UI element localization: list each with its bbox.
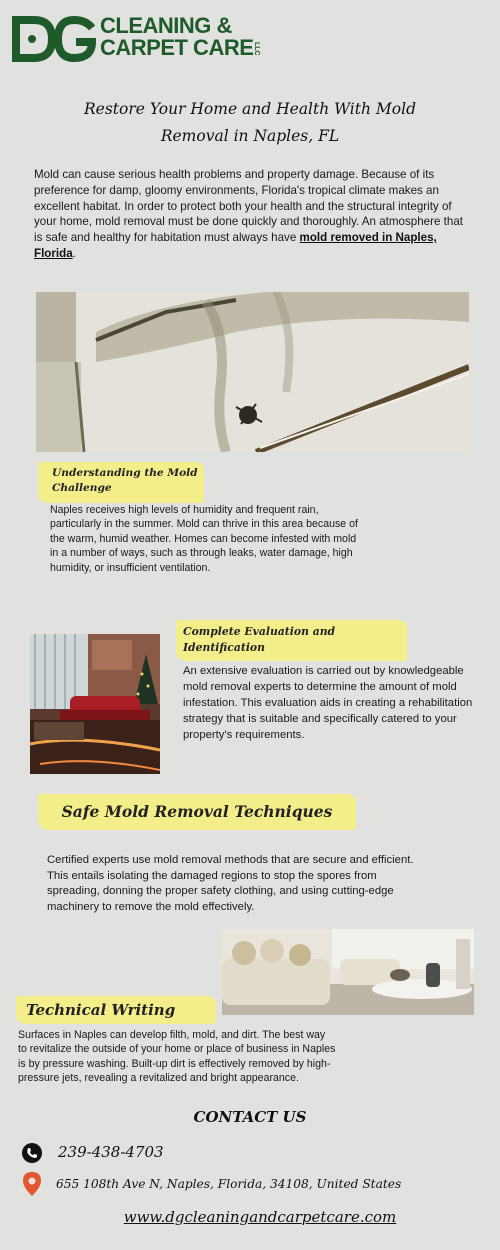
mold-wall-photo: [36, 292, 469, 452]
address-row: [22, 1172, 482, 1200]
technical-body: Surfaces in Naples can develop filth, mold, and dirt. The best way to revitalize the outside of your home or place of business in Naples is by pressure washing. Built-up dirt is effectively removed by high-pressure jets, revealing a revitalized and bright appearance.: [18, 1029, 336, 1085]
phone-icon: [22, 1143, 42, 1163]
safe-removal-body: Certified experts use mold removal methods that are secure and efficient. This entails isolating the damaged regions to stop the spores from spreading, donning the proper safety clothing, and using cutting-edge machinery to remove the mold effectively.: [47, 854, 414, 913]
page-title: [20, 96, 480, 150]
brand-line-1: CLEANING &: [100, 13, 232, 38]
understanding-heading-line-1: Understanding the Mold: [52, 467, 198, 479]
phone-row[interactable]: [22, 1141, 322, 1167]
logo-mark: [12, 16, 98, 62]
evaluation-body: An extensive evaluation is carried out by knowledgeable mold removal experts to determine the amount of mold infestation. This evaluation aids in creating a rehabilitation strategy that is suitable and specifically catered to your property's requirements.: [183, 665, 473, 741]
mold-wall-illustration: [36, 292, 469, 452]
evaluation-heading-line-1: Complete Evaluation and: [183, 625, 336, 638]
intro-paragraph: [34, 167, 468, 262]
understanding-heading-line-2: Challenge: [52, 482, 112, 494]
sofa-room-photo: [222, 929, 474, 1015]
intro-text: Mold can cause serious health problems and property damage. Because of its preference for damp, gloomy environments, Florida's tropical climate makes an excellent habitat. In order to protect both your health and the structural integrity of your home, mold removal must be done quickly and thoroughly. An atmosphere that is safe and healthy for habitation must always have: [34, 168, 463, 245]
evaluation-heading-line-2: Identification: [183, 640, 265, 654]
evaluation-heading: [176, 620, 407, 661]
website-link[interactable]: www.dgcleaningandcarpetcare.com: [123, 1208, 397, 1226]
brand-logo[interactable]: [12, 14, 274, 64]
living-room-photo: [30, 634, 160, 774]
location-pin-icon: [23, 1172, 41, 1196]
brand-suffix: LLC: [253, 42, 260, 56]
safe-removal-heading: Safe Mold Removal Techniques: [38, 794, 356, 830]
understanding-heading: [38, 462, 204, 503]
technical-heading: Technical Writing: [16, 996, 216, 1024]
mold-removal-link[interactable]: mold removed in Naples, Florida: [34, 231, 437, 260]
page-title-line-1: Restore Your Home and Health With Mold: [84, 100, 416, 118]
contact-heading: CONTACT US: [193, 1108, 307, 1126]
address-text: 655 108th Ave N, Naples, Florida, 34108, United States: [56, 1177, 402, 1191]
phone-number[interactable]: 239-438-4703: [58, 1143, 164, 1161]
understanding-body: Naples receives high levels of humidity and frequent rain, particularly in the summer. Mold can thrive in this area because of the warm, humid weather. Homes can become infested with mold in a number of ways, such as through leaks, water damage, high humidity, or insufficient ventilation.: [50, 504, 358, 574]
brand-line-2: CARPET CARE: [100, 35, 254, 60]
intro-end: .: [72, 246, 76, 260]
page-title-line-2: Removal in Naples, FL: [160, 127, 340, 145]
